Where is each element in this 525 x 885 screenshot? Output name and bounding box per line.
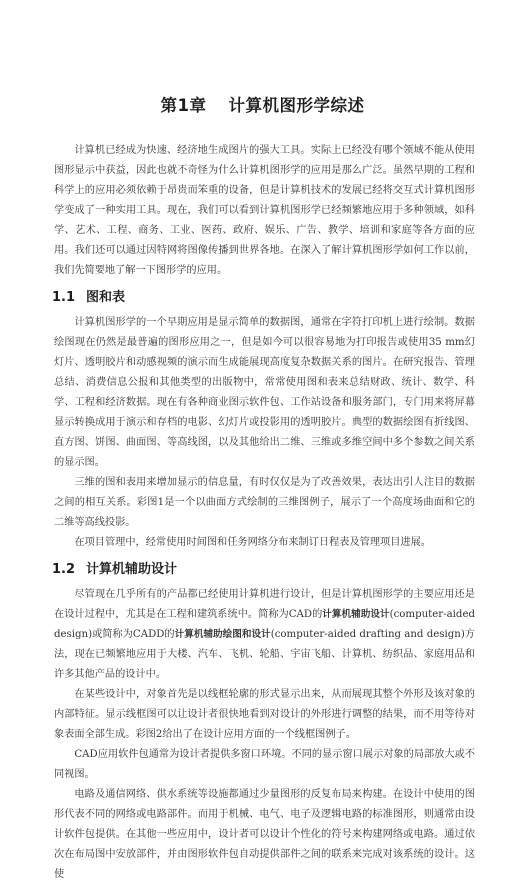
body-text bbox=[54, 141, 475, 885]
paragraph-text: 尽管现在几乎所有的产品都已经使用计算机进行设计，但是计算机图形学的主要应用还是在设计过程中，尤其是在工程和建筑系统中。简称为CAD的 bbox=[54, 589, 475, 620]
section-number: 1.2 bbox=[52, 562, 76, 577]
bold-term: 计算机辅助绘图和设计 bbox=[174, 629, 271, 640]
intro-paragraph: 计算机已经成为快速、经济地生成图片的强大工具。实际上已经没有哪个领域不能从使用图形显示中获益，因此也就不奇怪为什么计算机图形学的应用是那么广泛。虽然早期的工程和科学上的应用必须依赖于昂贵而笨重的设备，但是计算机技术的发展已经将交互式计算机图形学变成了一种实用工具。现在，我们可以看到计算机图形学已经频繁地应用于多种领域，如科学、艺术、工程、商务、工业、医药、政府、娱乐、广告、教学、培训和家庭等各方面的应用。我们还可以通过因特网将图像传播到世界各地。在深入了解计算机图形学如何工作以前，我们先简要地了解一下图形学的应用。 bbox=[54, 145, 475, 276]
chapter-number: 第1章 bbox=[160, 96, 207, 115]
paragraph bbox=[54, 585, 475, 685]
section-heading bbox=[52, 561, 475, 579]
paragraph: CAD应用软件包通常为设计者提供多窗口环境。不同的显示窗口展示对象的局部放大或不同视图。 bbox=[54, 749, 475, 780]
section-number: 1.1 bbox=[52, 290, 76, 305]
section-title: 图和表 bbox=[86, 290, 126, 305]
paragraph: 在某些设计中，对象首先是以线框轮廓的形式显示出来，从而展现其整个外形及该对象的内部特征。显示线框图可以让设计者很快地看到对设计的外形进行调整的结果，而不用等待对象表面全部生成。彩图2给出了在设计应用方面的一个线框图例子。 bbox=[54, 689, 475, 740]
paragraph: 三维的图和表用来增加显示的信息量，有时仅仅是为了改善效果，表达出引人注目的数据之间的相互关系。彩图1是一个以曲面方式绘制的三维图例子，展示了一个高度场曲面和它的二维等高线投影。 bbox=[54, 477, 475, 528]
section-heading bbox=[52, 289, 475, 307]
paragraph: 计算机图形学的一个早期应用是显示简单的数据图，通常在字符打印机上进行绘制。数据绘图现在仍然是最普遍的图形应用之一，但是如今可以很容易地为打印报告或使用35 mm幻灯片、透明胶片和动感视频的演示而生成能展现高度复杂数据关系的图片。在研究报告、管理总结、消费信息公报和其他类型的出版物中，常常使用图和表来总结财政、统计、数学、科学、工程和经济数据。现在有各种商业图示软件包、工作站设备和服务部门，专门用来将屏幕显示转换成用于演示和存档的电影、幻灯片或投影用的透明胶片。典型的数据绘图有折线图、直方图、饼图、曲面图、等高线图，以及其他给出二维、三维或多维空间中多个参数之间关系的显示图。 bbox=[54, 317, 475, 468]
chapter-title: 计算机图形学综述 bbox=[228, 96, 365, 115]
bold-term: 计算机辅助设计 bbox=[322, 609, 390, 620]
chapter-heading bbox=[0, 92, 525, 116]
paragraph-text: (computer-aided drafting and design)方法，现在已频繁地应用于大楼、汽车、飞机、轮船、宇宙飞船、计算机、纺织品、家庭用品和许多其他产品的设计中。 bbox=[54, 629, 475, 680]
paragraph-text: (computer-aided design)或简称为CADD的 bbox=[54, 609, 475, 640]
section-title: 计算机辅助设计 bbox=[86, 562, 178, 577]
paragraph: 在项目管理中，经常使用时间图和任务网络分布来制订日程表及管理项目进展。 bbox=[74, 537, 431, 548]
paragraph: 电路及通信网络、供水系统等设施都通过少量图形的反复布局来构建。在设计中使用的图形代表不同的网络或电路部件。而用于机械、电气、电子及逻辑电路的标准图形，则通常由设计软件包提供。在其他一些应用中，设计者可以设计个性化的符号来构建网络或电路。通过依次在布局图中安放部件，并由图形软件包自动提供部件之间的联系来完成对该系统的设计。这使 bbox=[54, 789, 475, 880]
